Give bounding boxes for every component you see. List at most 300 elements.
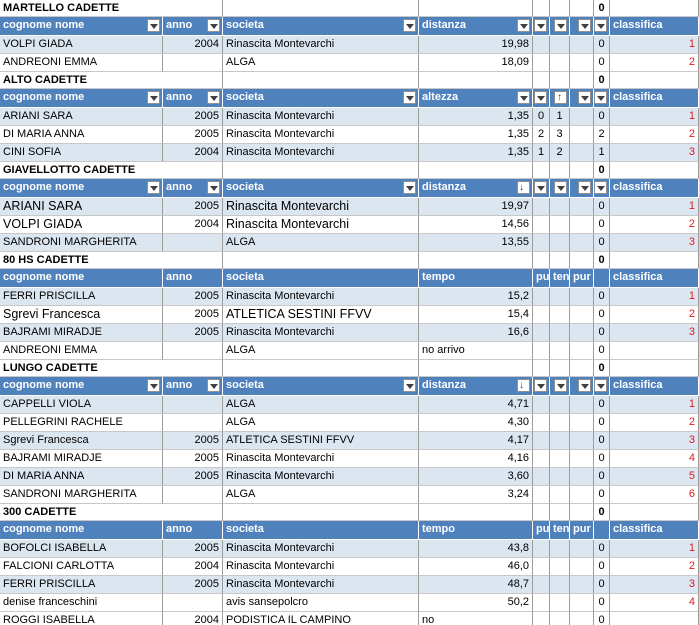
result-cell[interactable]: 48,7 bbox=[419, 576, 533, 594]
year-cell[interactable]: 2005 bbox=[163, 432, 223, 450]
year-cell[interactable] bbox=[163, 54, 223, 72]
club-cell[interactable]: Rinascita Montevarchi bbox=[223, 576, 419, 594]
empty-cell[interactable] bbox=[570, 432, 594, 450]
rank-cell[interactable]: 3 bbox=[610, 432, 699, 450]
attempt-cell[interactable] bbox=[533, 576, 550, 594]
empty-cell[interactable] bbox=[570, 72, 594, 89]
attempt-cell[interactable] bbox=[533, 36, 550, 54]
athlete-name-cell[interactable]: BOFOLCI ISABELLA bbox=[0, 540, 163, 558]
athlete-name-cell[interactable]: ROGGI ISABELLA bbox=[0, 612, 163, 625]
empty-cell[interactable] bbox=[570, 126, 594, 144]
empty-cell[interactable] bbox=[570, 342, 594, 360]
result-cell[interactable]: 16,6 bbox=[419, 324, 533, 342]
column-header[interactable]: ten bbox=[550, 521, 570, 540]
attempt-cell[interactable] bbox=[533, 54, 550, 72]
year-cell[interactable] bbox=[163, 414, 223, 432]
rank-cell[interactable]: 3 bbox=[610, 144, 699, 162]
filter-dropdown-icon[interactable] bbox=[207, 379, 220, 392]
attempt-cell[interactable]: 3 bbox=[550, 126, 570, 144]
sort-filter-icon[interactable] bbox=[554, 91, 567, 104]
rank-cell[interactable]: 3 bbox=[610, 324, 699, 342]
empty-cell[interactable] bbox=[550, 72, 570, 89]
attempt-cell[interactable] bbox=[550, 432, 570, 450]
points-cell[interactable]: 2 bbox=[594, 126, 610, 144]
column-header[interactable] bbox=[594, 89, 610, 108]
result-cell[interactable]: 1,35 bbox=[419, 126, 533, 144]
filter-dropdown-icon[interactable] bbox=[594, 91, 607, 104]
column-header[interactable]: classifica bbox=[610, 179, 699, 198]
club-cell[interactable]: Rinascita Montevarchi bbox=[223, 558, 419, 576]
empty-cell[interactable] bbox=[533, 162, 550, 179]
column-header[interactable]: cognome nome bbox=[0, 269, 163, 288]
empty-cell[interactable] bbox=[533, 360, 550, 377]
attempt-cell[interactable] bbox=[550, 612, 570, 625]
column-header[interactable]: societa bbox=[223, 521, 419, 540]
column-header[interactable] bbox=[594, 269, 610, 288]
attempt-cell[interactable] bbox=[533, 594, 550, 612]
column-header[interactable]: societa bbox=[223, 179, 419, 198]
club-cell[interactable]: ALGA bbox=[223, 234, 419, 252]
attempt-cell[interactable] bbox=[550, 486, 570, 504]
club-cell[interactable]: avis sansepolcro bbox=[223, 594, 419, 612]
club-cell[interactable]: ALGA bbox=[223, 414, 419, 432]
column-header[interactable]: classifica bbox=[610, 17, 699, 36]
empty-cell[interactable] bbox=[533, 252, 550, 269]
column-header[interactable]: altezza bbox=[419, 89, 533, 108]
column-header[interactable]: distanza ↓ bbox=[419, 179, 533, 198]
points-cell[interactable]: 0 bbox=[594, 234, 610, 252]
filter-dropdown-icon[interactable] bbox=[578, 19, 591, 32]
filter-dropdown-icon[interactable] bbox=[534, 91, 547, 104]
empty-cell[interactable] bbox=[419, 504, 533, 521]
result-cell[interactable]: 1,35 bbox=[419, 108, 533, 126]
filter-dropdown-icon[interactable] bbox=[147, 91, 160, 104]
points-cell[interactable]: 0 bbox=[594, 432, 610, 450]
result-cell[interactable]: 15,2 bbox=[419, 288, 533, 306]
points-cell[interactable]: 0 bbox=[594, 540, 610, 558]
year-cell[interactable]: 2004 bbox=[163, 36, 223, 54]
column-header[interactable] bbox=[533, 17, 550, 36]
attempt-cell[interactable] bbox=[533, 216, 550, 234]
attempt-cell[interactable] bbox=[550, 414, 570, 432]
club-cell[interactable]: ALGA bbox=[223, 396, 419, 414]
empty-cell[interactable] bbox=[570, 54, 594, 72]
column-header[interactable] bbox=[570, 179, 594, 198]
points-cell[interactable]: 0 bbox=[594, 36, 610, 54]
result-cell[interactable]: 3,60 bbox=[419, 468, 533, 486]
club-cell[interactable]: Rinascita Montevarchi bbox=[223, 540, 419, 558]
points-cell[interactable]: 0 bbox=[594, 594, 610, 612]
attempt-cell[interactable] bbox=[533, 234, 550, 252]
attempt-cell[interactable] bbox=[533, 324, 550, 342]
column-header[interactable]: cognome nome bbox=[0, 377, 163, 396]
rank-cell[interactable]: 5 bbox=[610, 468, 699, 486]
athlete-name-cell[interactable]: Sgrevi Francesca bbox=[0, 432, 163, 450]
result-cell[interactable]: 14,56 bbox=[419, 216, 533, 234]
empty-cell[interactable] bbox=[610, 0, 699, 17]
attempt-cell[interactable] bbox=[550, 288, 570, 306]
empty-cell[interactable] bbox=[610, 72, 699, 89]
column-header[interactable]: anno bbox=[163, 521, 223, 540]
empty-cell[interactable] bbox=[533, 504, 550, 521]
year-cell[interactable]: 2004 bbox=[163, 612, 223, 625]
attempt-cell[interactable] bbox=[550, 36, 570, 54]
attempt-cell[interactable]: 0 bbox=[533, 108, 550, 126]
empty-cell[interactable] bbox=[223, 252, 419, 269]
club-cell[interactable]: ATLETICA SESTINI FFVV bbox=[223, 306, 419, 324]
column-header[interactable] bbox=[533, 89, 550, 108]
rank-cell[interactable]: 1 bbox=[610, 36, 699, 54]
empty-cell[interactable] bbox=[570, 198, 594, 216]
column-header[interactable] bbox=[533, 179, 550, 198]
rank-cell[interactable]: 6 bbox=[610, 486, 699, 504]
column-header[interactable] bbox=[550, 17, 570, 36]
attempt-cell[interactable] bbox=[550, 198, 570, 216]
attempt-cell[interactable] bbox=[550, 306, 570, 324]
empty-cell[interactable] bbox=[570, 612, 594, 625]
club-cell[interactable]: Rinascita Montevarchi bbox=[223, 468, 419, 486]
attempt-cell[interactable] bbox=[550, 324, 570, 342]
athlete-name-cell[interactable]: BAJRAMI MIRADJE bbox=[0, 324, 163, 342]
empty-cell[interactable] bbox=[610, 360, 699, 377]
empty-cell[interactable] bbox=[570, 360, 594, 377]
attempt-cell[interactable] bbox=[533, 198, 550, 216]
points-cell[interactable]: 0 bbox=[594, 324, 610, 342]
empty-cell[interactable] bbox=[570, 108, 594, 126]
attempt-cell[interactable] bbox=[550, 396, 570, 414]
year-cell[interactable]: 2005 bbox=[163, 108, 223, 126]
result-cell[interactable]: 4,17 bbox=[419, 432, 533, 450]
club-cell[interactable]: Rinascita Montevarchi bbox=[223, 144, 419, 162]
column-header[interactable]: societa bbox=[223, 17, 419, 36]
result-cell[interactable]: 46,0 bbox=[419, 558, 533, 576]
athlete-name-cell[interactable]: CAPPELLI VIOLA bbox=[0, 396, 163, 414]
empty-cell[interactable] bbox=[223, 72, 419, 89]
points-cell[interactable]: 0 bbox=[594, 468, 610, 486]
attempt-cell[interactable] bbox=[533, 306, 550, 324]
points-cell[interactable]: 0 bbox=[594, 486, 610, 504]
club-cell[interactable]: Rinascita Montevarchi bbox=[223, 36, 419, 54]
attempt-cell[interactable] bbox=[533, 486, 550, 504]
empty-cell[interactable] bbox=[223, 0, 419, 17]
column-header[interactable] bbox=[570, 17, 594, 36]
empty-cell[interactable] bbox=[570, 396, 594, 414]
filter-dropdown-icon[interactable] bbox=[147, 19, 160, 32]
attempt-cell[interactable] bbox=[533, 612, 550, 625]
empty-cell[interactable] bbox=[570, 252, 594, 269]
empty-cell[interactable] bbox=[610, 252, 699, 269]
athlete-name-cell[interactable]: FERRI PRISCILLA bbox=[0, 576, 163, 594]
attempt-cell[interactable]: 1 bbox=[533, 144, 550, 162]
rank-cell[interactable]: 2 bbox=[610, 54, 699, 72]
result-cell[interactable]: 18,09 bbox=[419, 54, 533, 72]
filter-dropdown-icon[interactable] bbox=[594, 19, 607, 32]
column-header[interactable]: cognome nome bbox=[0, 521, 163, 540]
club-cell[interactable]: Rinascita Montevarchi bbox=[223, 288, 419, 306]
year-cell[interactable]: 2005 bbox=[163, 576, 223, 594]
club-cell[interactable]: Rinascita Montevarchi bbox=[223, 450, 419, 468]
filter-dropdown-icon[interactable] bbox=[403, 91, 416, 104]
attempt-cell[interactable] bbox=[533, 396, 550, 414]
empty-cell[interactable] bbox=[550, 162, 570, 179]
column-header[interactable] bbox=[570, 89, 594, 108]
filter-dropdown-icon[interactable] bbox=[517, 91, 530, 104]
column-header[interactable]: pur bbox=[570, 269, 594, 288]
column-header[interactable]: cognome nome bbox=[0, 17, 163, 36]
attempt-cell[interactable] bbox=[533, 414, 550, 432]
result-cell[interactable]: 19,98 bbox=[419, 36, 533, 54]
empty-cell[interactable] bbox=[570, 468, 594, 486]
result-cell[interactable]: 50,2 bbox=[419, 594, 533, 612]
column-header[interactable]: anno bbox=[163, 89, 223, 108]
points-cell[interactable]: 0 bbox=[594, 306, 610, 324]
year-cell[interactable]: 2005 bbox=[163, 198, 223, 216]
column-header[interactable] bbox=[594, 377, 610, 396]
filter-dropdown-icon[interactable] bbox=[534, 19, 547, 32]
athlete-name-cell[interactable]: ARIANI SARA bbox=[0, 198, 163, 216]
points-cell[interactable]: 0 bbox=[594, 198, 610, 216]
empty-cell[interactable] bbox=[419, 360, 533, 377]
attempt-cell[interactable] bbox=[550, 54, 570, 72]
attempt-cell[interactable] bbox=[550, 342, 570, 360]
result-cell[interactable]: 1,35 bbox=[419, 144, 533, 162]
club-cell[interactable]: ALGA bbox=[223, 342, 419, 360]
section-title[interactable]: ALTO CADETTE bbox=[0, 72, 223, 89]
year-cell[interactable] bbox=[163, 234, 223, 252]
points-cell[interactable]: 0 bbox=[594, 162, 610, 179]
year-cell[interactable] bbox=[163, 486, 223, 504]
result-cell[interactable]: 4,30 bbox=[419, 414, 533, 432]
athlete-name-cell[interactable]: VOLPI GIADA bbox=[0, 36, 163, 54]
athlete-name-cell[interactable]: BAJRAMI MIRADJE bbox=[0, 450, 163, 468]
column-header[interactable]: societa bbox=[223, 269, 419, 288]
rank-cell[interactable]: 2 bbox=[610, 306, 699, 324]
athlete-name-cell[interactable]: SANDRONI MARGHERITA bbox=[0, 486, 163, 504]
filter-dropdown-icon[interactable] bbox=[147, 379, 160, 392]
empty-cell[interactable] bbox=[570, 414, 594, 432]
rank-cell[interactable]: 2 bbox=[610, 558, 699, 576]
year-cell[interactable]: 2005 bbox=[163, 126, 223, 144]
rank-cell[interactable]: 2 bbox=[610, 216, 699, 234]
filter-dropdown-icon[interactable] bbox=[207, 91, 220, 104]
rank-cell[interactable]: 4 bbox=[610, 450, 699, 468]
points-cell[interactable]: 0 bbox=[594, 504, 610, 521]
attempt-cell[interactable] bbox=[550, 234, 570, 252]
empty-cell[interactable] bbox=[419, 0, 533, 17]
attempt-cell[interactable] bbox=[533, 432, 550, 450]
points-cell[interactable]: 0 bbox=[594, 108, 610, 126]
column-header[interactable]: cognome nome bbox=[0, 179, 163, 198]
result-cell[interactable]: 15,4 bbox=[419, 306, 533, 324]
points-cell[interactable]: 0 bbox=[594, 360, 610, 377]
section-title[interactable]: 300 CADETTE bbox=[0, 504, 223, 521]
filter-dropdown-icon[interactable] bbox=[403, 19, 416, 32]
year-cell[interactable]: 2005 bbox=[163, 468, 223, 486]
empty-cell[interactable] bbox=[223, 504, 419, 521]
year-cell[interactable] bbox=[163, 594, 223, 612]
column-header[interactable]: pu bbox=[533, 269, 550, 288]
result-cell[interactable]: no bbox=[419, 612, 533, 625]
athlete-name-cell[interactable]: FERRI PRISCILLA bbox=[0, 288, 163, 306]
athlete-name-cell[interactable]: ANDREONI EMMA bbox=[0, 54, 163, 72]
result-cell[interactable]: 19,97 bbox=[419, 198, 533, 216]
athlete-name-cell[interactable]: Sgrevi Francesca bbox=[0, 306, 163, 324]
empty-cell[interactable] bbox=[550, 0, 570, 17]
empty-cell[interactable] bbox=[570, 234, 594, 252]
empty-cell[interactable] bbox=[570, 144, 594, 162]
empty-cell[interactable] bbox=[570, 324, 594, 342]
column-header[interactable]: classifica bbox=[610, 269, 699, 288]
section-title[interactable]: GIAVELLOTTO CADETTE bbox=[0, 162, 223, 179]
column-header[interactable] bbox=[594, 17, 610, 36]
rank-cell[interactable]: 1 bbox=[610, 540, 699, 558]
year-cell[interactable] bbox=[163, 396, 223, 414]
points-cell[interactable]: 0 bbox=[594, 558, 610, 576]
column-header[interactable] bbox=[550, 179, 570, 198]
empty-cell[interactable] bbox=[223, 162, 419, 179]
empty-cell[interactable] bbox=[570, 288, 594, 306]
column-header[interactable]: distanza bbox=[419, 17, 533, 36]
filter-dropdown-icon[interactable] bbox=[403, 379, 416, 392]
column-header[interactable]: classifica bbox=[610, 377, 699, 396]
points-cell[interactable]: 0 bbox=[594, 612, 610, 625]
attempt-cell[interactable] bbox=[533, 450, 550, 468]
empty-cell[interactable] bbox=[550, 504, 570, 521]
sort-filter-icon[interactable] bbox=[517, 379, 530, 392]
column-header[interactable]: pur bbox=[570, 521, 594, 540]
filter-dropdown-icon[interactable] bbox=[578, 379, 591, 392]
result-cell[interactable]: 3,24 bbox=[419, 486, 533, 504]
filter-dropdown-icon[interactable] bbox=[554, 379, 567, 392]
points-cell[interactable]: 0 bbox=[594, 0, 610, 17]
column-header[interactable]: cognome nome bbox=[0, 89, 163, 108]
club-cell[interactable]: ATLETICA SESTINI FFVV bbox=[223, 432, 419, 450]
attempt-cell[interactable]: 2 bbox=[550, 144, 570, 162]
attempt-cell[interactable] bbox=[533, 288, 550, 306]
athlete-name-cell[interactable]: ARIANI SARA bbox=[0, 108, 163, 126]
column-header[interactable] bbox=[533, 377, 550, 396]
points-cell[interactable]: 0 bbox=[594, 72, 610, 89]
points-cell[interactable]: 0 bbox=[594, 414, 610, 432]
column-header[interactable] bbox=[570, 377, 594, 396]
club-cell[interactable]: PODISTICA IL CAMPINO bbox=[223, 612, 419, 625]
filter-dropdown-icon[interactable] bbox=[207, 181, 220, 194]
year-cell[interactable] bbox=[163, 342, 223, 360]
club-cell[interactable]: Rinascita Montevarchi bbox=[223, 126, 419, 144]
result-cell[interactable]: no arrivo bbox=[419, 342, 533, 360]
section-title[interactable]: 80 HS CADETTE bbox=[0, 252, 223, 269]
club-cell[interactable]: Rinascita Montevarchi bbox=[223, 108, 419, 126]
athlete-name-cell[interactable]: FALCIONI CARLOTTA bbox=[0, 558, 163, 576]
empty-cell[interactable] bbox=[570, 594, 594, 612]
column-header[interactable]: anno bbox=[163, 179, 223, 198]
club-cell[interactable]: Rinascita Montevarchi bbox=[223, 198, 419, 216]
year-cell[interactable]: 2004 bbox=[163, 216, 223, 234]
column-header[interactable]: anno bbox=[163, 377, 223, 396]
empty-cell[interactable] bbox=[570, 162, 594, 179]
attempt-cell[interactable] bbox=[533, 468, 550, 486]
rank-cell[interactable]: 1 bbox=[610, 108, 699, 126]
empty-cell[interactable] bbox=[610, 162, 699, 179]
result-cell[interactable]: 13,55 bbox=[419, 234, 533, 252]
column-header[interactable] bbox=[594, 521, 610, 540]
year-cell[interactable]: 2004 bbox=[163, 558, 223, 576]
empty-cell[interactable] bbox=[570, 504, 594, 521]
rank-cell[interactable]: 1 bbox=[610, 396, 699, 414]
column-header[interactable] bbox=[550, 377, 570, 396]
column-header[interactable]: distanza ↓ bbox=[419, 377, 533, 396]
points-cell[interactable]: 0 bbox=[594, 450, 610, 468]
athlete-name-cell[interactable]: PELLEGRINI RACHELE bbox=[0, 414, 163, 432]
attempt-cell[interactable] bbox=[550, 216, 570, 234]
empty-cell[interactable] bbox=[570, 216, 594, 234]
filter-dropdown-icon[interactable] bbox=[554, 19, 567, 32]
filter-dropdown-icon[interactable] bbox=[534, 379, 547, 392]
points-cell[interactable]: 0 bbox=[594, 342, 610, 360]
filter-dropdown-icon[interactable] bbox=[534, 181, 547, 194]
year-cell[interactable]: 2005 bbox=[163, 450, 223, 468]
rank-cell[interactable]: 3 bbox=[610, 576, 699, 594]
empty-cell[interactable] bbox=[550, 252, 570, 269]
points-cell[interactable]: 0 bbox=[594, 576, 610, 594]
empty-cell[interactable] bbox=[223, 360, 419, 377]
athlete-name-cell[interactable]: denise franceschini bbox=[0, 594, 163, 612]
empty-cell[interactable] bbox=[570, 0, 594, 17]
filter-dropdown-icon[interactable] bbox=[594, 379, 607, 392]
year-cell[interactable]: 2004 bbox=[163, 144, 223, 162]
year-cell[interactable]: 2005 bbox=[163, 540, 223, 558]
athlete-name-cell[interactable]: ANDREONI EMMA bbox=[0, 342, 163, 360]
year-cell[interactable]: 2005 bbox=[163, 288, 223, 306]
rank-cell[interactable]: 4 bbox=[610, 594, 699, 612]
attempt-cell[interactable] bbox=[550, 576, 570, 594]
result-cell[interactable]: 4,16 bbox=[419, 450, 533, 468]
column-header[interactable]: tempo bbox=[419, 521, 533, 540]
attempt-cell[interactable]: 2 bbox=[533, 126, 550, 144]
empty-cell[interactable] bbox=[570, 486, 594, 504]
filter-dropdown-icon[interactable] bbox=[594, 181, 607, 194]
empty-cell[interactable] bbox=[419, 72, 533, 89]
empty-cell[interactable] bbox=[570, 540, 594, 558]
athlete-name-cell[interactable]: DI MARIA ANNA bbox=[0, 126, 163, 144]
points-cell[interactable]: 0 bbox=[594, 216, 610, 234]
rank-cell[interactable]: 2 bbox=[610, 414, 699, 432]
attempt-cell[interactable] bbox=[550, 468, 570, 486]
athlete-name-cell[interactable]: SANDRONI MARGHERITA bbox=[0, 234, 163, 252]
athlete-name-cell[interactable]: VOLPI GIADA bbox=[0, 216, 163, 234]
points-cell[interactable]: 0 bbox=[594, 288, 610, 306]
column-header[interactable]: anno bbox=[163, 17, 223, 36]
attempt-cell[interactable] bbox=[550, 540, 570, 558]
points-cell[interactable]: 0 bbox=[594, 54, 610, 72]
column-header[interactable]: pu bbox=[533, 521, 550, 540]
rank-cell[interactable]: 2 bbox=[610, 126, 699, 144]
empty-cell[interactable] bbox=[570, 576, 594, 594]
section-title[interactable]: MARTELLO CADETTE bbox=[0, 0, 223, 17]
column-header[interactable]: tempo bbox=[419, 269, 533, 288]
empty-cell[interactable] bbox=[570, 36, 594, 54]
club-cell[interactable]: Rinascita Montevarchi bbox=[223, 324, 419, 342]
club-cell[interactable]: ALGA bbox=[223, 54, 419, 72]
result-cell[interactable]: 4,71 bbox=[419, 396, 533, 414]
empty-cell[interactable] bbox=[533, 0, 550, 17]
rank-cell[interactable]: 1 bbox=[610, 198, 699, 216]
empty-cell[interactable] bbox=[533, 72, 550, 89]
points-cell[interactable]: 1 bbox=[594, 144, 610, 162]
column-header[interactable]: ten bbox=[550, 269, 570, 288]
year-cell[interactable]: 2005 bbox=[163, 306, 223, 324]
empty-cell[interactable] bbox=[570, 450, 594, 468]
